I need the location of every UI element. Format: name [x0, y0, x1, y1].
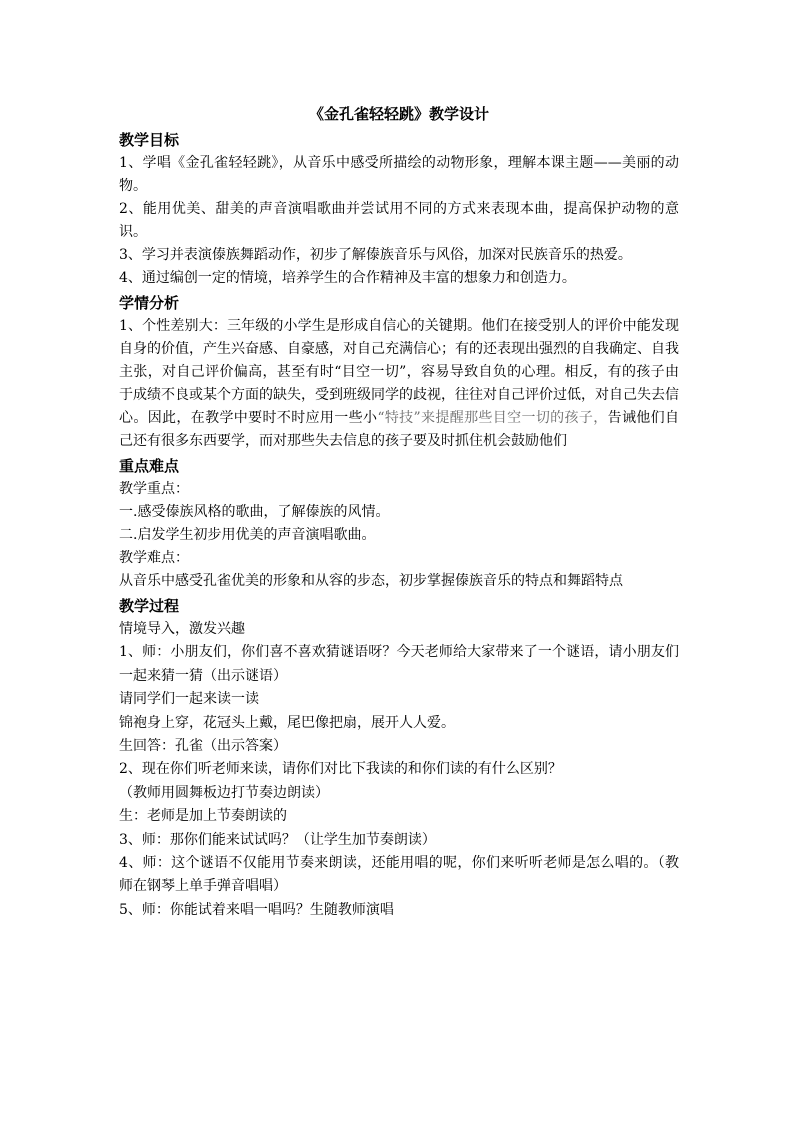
analysis-text-highlight: “特技”来提醒那些目空一切的孩子，: [377, 410, 608, 426]
process-line: 情境导入，激发兴趣: [119, 621, 245, 637]
analysis-paragraph: [119, 315, 679, 453]
process-line: （教师用圆舞板边打节奏边朗读）: [119, 784, 329, 801]
section-heading-objectives: 教学目标: [119, 131, 180, 149]
section-heading-key-points: 重点难点: [119, 457, 180, 475]
objective-item: 4、通过编创一定的情境，培养学生的合作精神及丰富的想象力和创造力。: [119, 270, 576, 286]
analysis-text-part1: 1、个性差别大：三年级的小学生是形成自信心的关键期。他们在接受别人的评价中能发现自身的价值，产生兴奋感、自豪感，对自己充满信心；有的还表现出强烈的自我确定、自我主张，对自己评价偏高，甚至有时“目空一切”，容易导致自负的心理。相反，有的孩子由于成绩不良或某个方面的缺失，受到班级同学的歧视，往往对自己评价过低，对自己失去信心。因此，在教学中要时不时应用一些小: [119, 318, 679, 426]
objective-item: 3、学习并表演傣族舞蹈动作，初步了解傣族音乐与风俗，加深对民族音乐的热爱。: [119, 247, 632, 263]
process-line: 请同学们一起来读一读: [119, 691, 259, 708]
document-title: 《金孔雀轻轻跳》教学设计: [308, 105, 489, 123]
difficulty-text: 从音乐中感受孔雀优美的形象和从容的步态，初步掌握傣族音乐的特点和舞蹈特点: [119, 573, 623, 589]
section-heading-process: 教学过程: [119, 597, 180, 615]
focus-label: 教学重点：: [119, 481, 189, 497]
focus-item: 二.启发学生初步用优美的声音演唱歌曲。: [119, 527, 376, 543]
analysis-text-part2: 告诫他们自己还有很多东西要学，而对那些失去信息的孩子要及时抓住机会鼓励他们: [119, 410, 679, 449]
process-line: 4、师：这个谜语不仅能用节奏来朗读，还能用唱的呢，你们来听听老师是怎么唱的。（教师在钢琴上单手弹音唱唱）: [119, 855, 679, 895]
section-heading-analysis: 学情分析: [119, 294, 180, 312]
difficulty-label: 教学难点：: [119, 550, 189, 566]
objective-item: 1、学唱《金孔雀轻轻跳》，从音乐中感受所描绘的动物形象，理解本课主题——美丽的动物。: [119, 155, 679, 194]
focus-item: 一.感受傣族风格的歌曲，了解傣族的风情。: [119, 504, 390, 520]
process-line: 生：老师是加上节奏朗读的: [119, 808, 287, 825]
process-line: 3、师：那你们能来试试吗？（让学生加节奏朗读）: [119, 831, 436, 848]
process-line: 2、现在你们听老师来读，请你们对比下我读的和你们读的有什么区别？: [119, 761, 562, 778]
objective-item: 2、能用优美、甜美的声音演唱歌曲并尝试用不同的方式来表现本曲，提高保护动物的意识。: [119, 201, 679, 240]
process-line: 5、师：你能试着来唱一唱吗？生随教师演唱: [119, 901, 394, 918]
process-line: 1、师：小朋友们，你们喜不喜欢猜谜语呀？今天老师给大家带来了一个谜语，请小朋友们一起来猜一猜（出示谜语）: [119, 644, 679, 684]
document-page: [119, 104, 679, 922]
process-line: 锦袍身上穿，花冠头上戴，尾巴像把扇，展开人人爱。: [119, 714, 455, 731]
process-line: 生回答：孔雀（出示答案）: [119, 738, 287, 755]
